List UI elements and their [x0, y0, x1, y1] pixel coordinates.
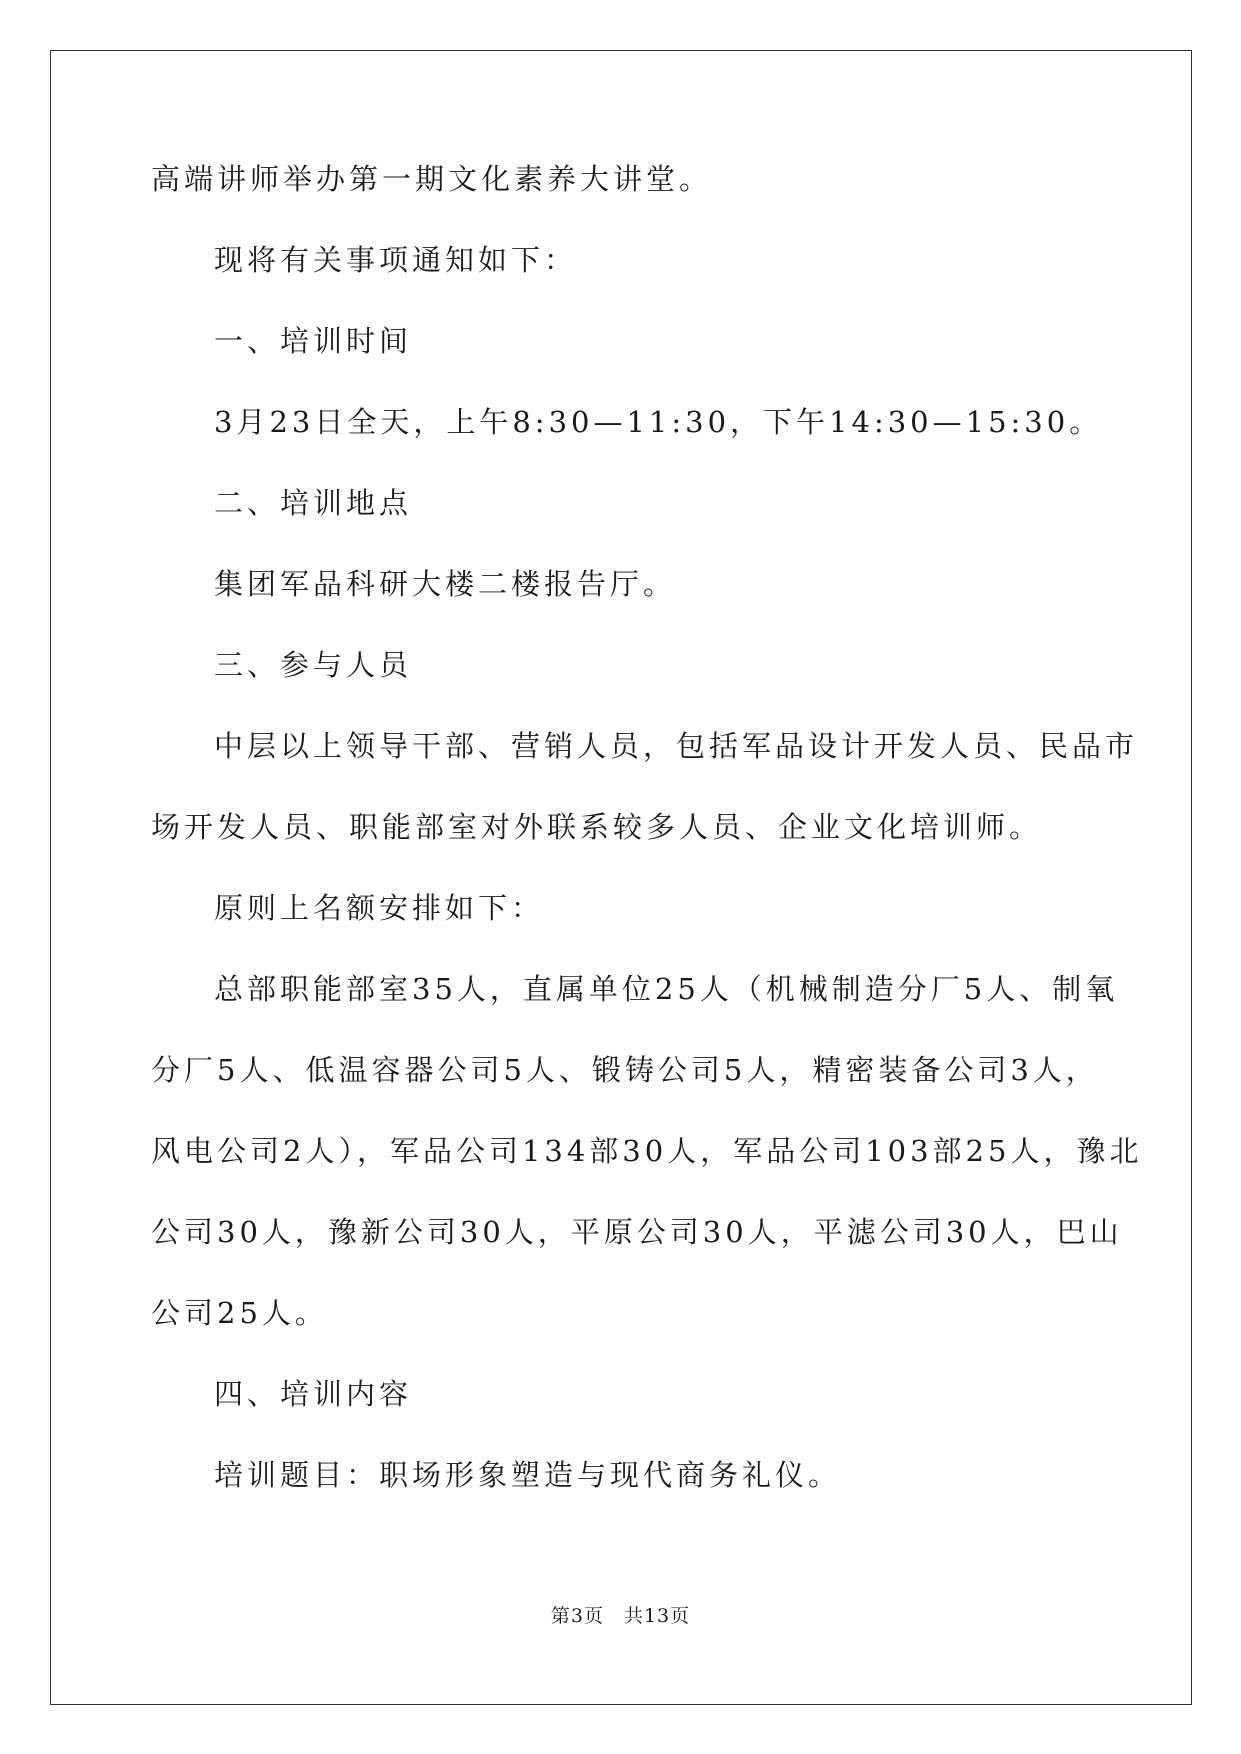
paragraph-line: 分厂5人、低温容器公司5人、锻铸公司5人，精密装备公司3人， [151, 1053, 1099, 1087]
paragraph-line: 现将有关事项通知如下： [214, 243, 578, 277]
paragraph-line: 3月23日全天，上午8:30—11:30，下午14:30—15:30。 [214, 405, 1103, 439]
paragraph-line: 中层以上领导干部、营销人员，包括军品设计开发人员、民品市 [214, 729, 1139, 763]
paragraph-line: 公司30人，豫新公司30人，平原公司30人，平滤公司30人，巴山 [151, 1215, 1123, 1249]
paragraph-line: 集团军品科研大楼二楼报告厅。 [214, 567, 677, 601]
page-footer [0, 1601, 1241, 1628]
paragraph-line: 高端讲师举办第一期文化素养大讲堂。 [151, 162, 713, 196]
paragraph-line: 风电公司2人），军品公司134部30人，军品公司103部25人，豫北 [151, 1134, 1143, 1168]
page-number: 第3页 [550, 1605, 604, 1627]
section-heading: 二、培训地点 [214, 486, 413, 520]
paragraph-line: 场开发人员、职能部室对外联系较多人员、企业文化培训师。 [151, 810, 1043, 844]
paragraph-line: 公司25人。 [151, 1296, 328, 1330]
paragraph-line: 原则上名额安排如下： [214, 891, 545, 925]
page-total: 共13页 [623, 1605, 691, 1627]
section-heading: 三、参与人员 [214, 648, 413, 682]
paragraph-line: 总部职能部室35人，直属单位25人（机械制造分厂5人、制氧 [214, 972, 1119, 1006]
document-body [151, 162, 1143, 1540]
section-heading: 四、培训内容 [214, 1377, 413, 1411]
paragraph-line: 培训题目：职场形象塑造与现代商务礼仪。 [214, 1458, 842, 1492]
section-heading: 一、培训时间 [214, 324, 413, 358]
